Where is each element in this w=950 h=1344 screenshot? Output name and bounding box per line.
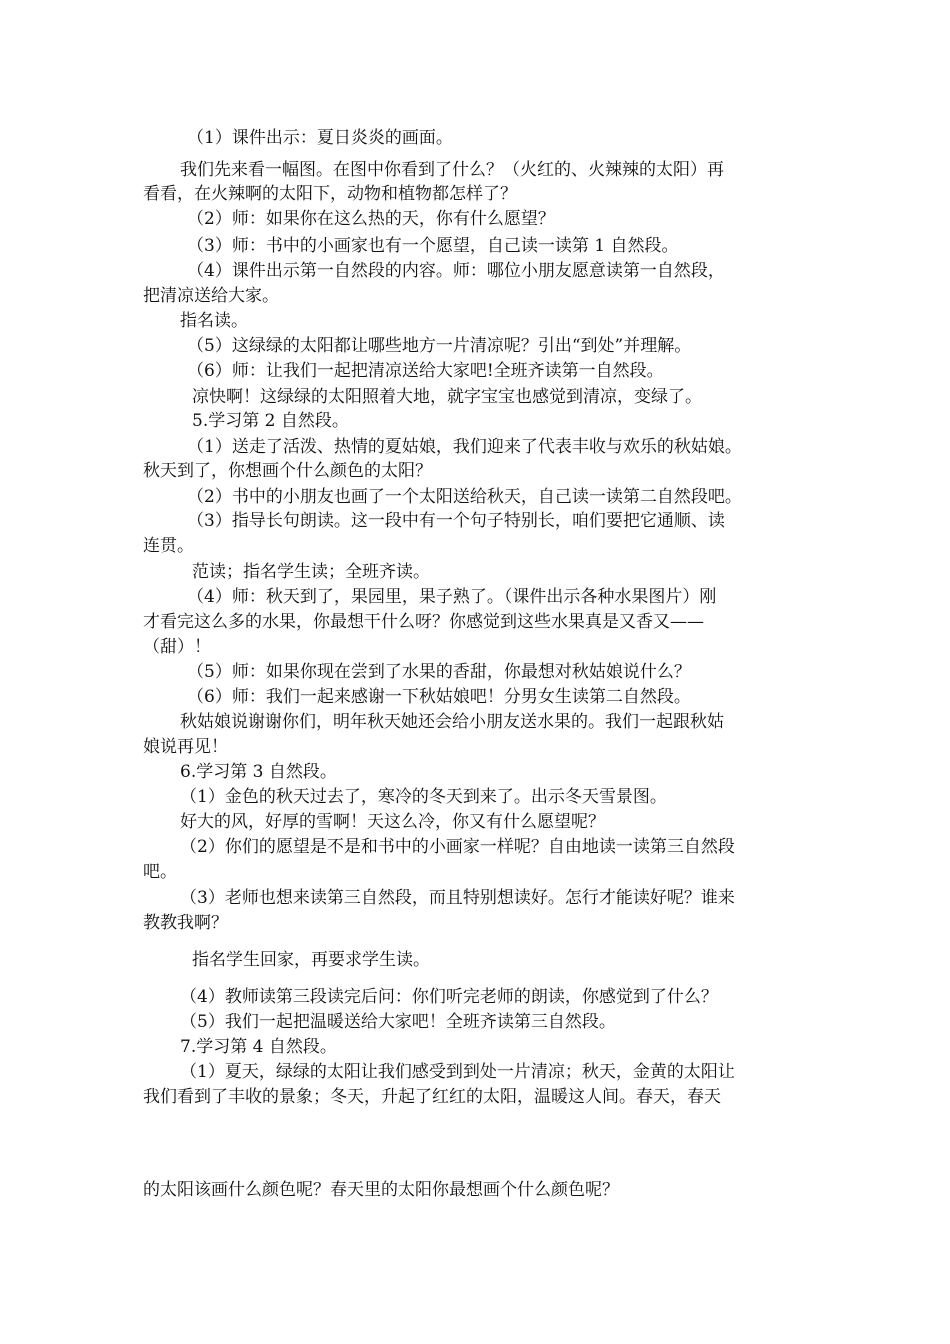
text-line: 指名学生回家，再要求学生读。: [192, 950, 430, 970]
text-line: （3）老师也想来读第三自然段，而且特别想读好。怎行才能读好呢？谁来: [180, 888, 735, 908]
text-line: （2）师：如果你在这么热的天，你有什么愿望？: [187, 209, 555, 229]
text-line: 的太阳该画什么颜色呢？春天里的太阳你最想画个什么颜色呢？: [143, 1180, 619, 1200]
text-line: 范读；指名学生读；全班齐读。: [192, 562, 430, 582]
text-line: 好大的风，好厚的雪啊！天这么冷，你又有什么愿望呢？: [180, 812, 605, 832]
text-line: （6）师：让我们一起把清凉送给大家吧!全班齐读第一自然段。: [187, 361, 664, 381]
text-line: （1）课件出示：夏日炎炎的画面。: [187, 128, 453, 148]
text-line: 7.学习第 4 自然段。: [180, 1037, 337, 1057]
text-line: （1）夏天，绿绿的太阳让我们感受到到处一片清凉；秋天，金黄的太阳让: [180, 1062, 735, 1082]
text-line: （5）这绿绿的太阳都让哪些地方一片清凉呢？引出“到处”并理解。: [187, 336, 692, 356]
text-line: 秋姑娘说谢谢你们，明年秋天她还会给小朋友送水果的。我们一起跟秋姑: [180, 712, 724, 732]
text-line: （4）教师读第三段读完后问：你们听完老师的朗读，你感觉到了什么？: [180, 987, 718, 1007]
text-line: 5.学习第 2 自然段。: [192, 411, 349, 431]
text-line: （2）书中的小朋友也画了一个太阳送给秋天，自己读一读第二自然段吧。: [187, 487, 742, 507]
text-line: 凉快啊！这绿绿的太阳照着大地，就字宝宝也感觉到清凉，变绿了。: [192, 387, 702, 407]
text-line: 连贯。: [143, 536, 194, 556]
text-line: （5）我们一起把温暖送给大家吧！全班齐读第三自然段。: [180, 1012, 616, 1032]
text-line: （4）课件出示第一自然段的内容。师：哪位小朋友愿意读第一自然段，: [187, 261, 725, 281]
text-line: 把清凉送给大家。: [143, 286, 279, 306]
text-line: 秋天到了，你想画个什么颜色的太阳？: [143, 461, 432, 481]
text-line: 指名读。: [180, 311, 248, 331]
text-line: 才看完这么多的水果，你最想干什么呀？你感觉到这些水果真是又香又——: [143, 612, 704, 632]
text-line: 吧。: [143, 862, 177, 882]
text-line: （4）师：秋天到了，果园里，果子熟了。（课件出示各种水果图片）刚: [187, 587, 717, 607]
text-line: 我们看到了丰收的景象；冬天，升起了红红的太阳，温暖这人间。春天，春天: [143, 1087, 721, 1107]
text-line: 看看，在火辣啊的太阳下，动物和植物都怎样了？: [143, 184, 517, 204]
text-line: （1）金色的秋天过去了，寒冷的冬天到来了。出示冬天雪景图。: [180, 787, 667, 807]
text-line: （3）师：书中的小画家也有一个愿望，自己读一读第 1 自然段。: [187, 236, 679, 256]
text-line: 我们先来看一幅图。在图中你看到了什么？（火红的、火辣辣的太阳）再: [180, 160, 724, 180]
text-line: （5）师：如果你现在尝到了水果的香甜，你最想对秋姑娘说什么？: [187, 662, 691, 682]
text-line: （1）送走了活泼、热情的夏姑娘，我们迎来了代表丰收与欢乐的秋姑娘。: [187, 437, 742, 457]
text-line: 教教我啊？: [143, 913, 228, 933]
text-line: （3）指导长句朗读。这一段中有一个句子特别长，咱们要把它通顺、读: [187, 511, 725, 531]
text-line: （2）你们的愿望是不是和书中的小画家一样呢？自由地读一读第三自然段: [180, 837, 735, 857]
text-line: 娘说再见！: [143, 737, 228, 757]
text-line: （甜）！: [143, 637, 211, 657]
text-line: （6）师：我们一起来感谢一下秋姑娘吧！分男女生读第二自然段。: [187, 687, 691, 707]
text-line: 6.学习第 3 自然段。: [180, 762, 337, 782]
